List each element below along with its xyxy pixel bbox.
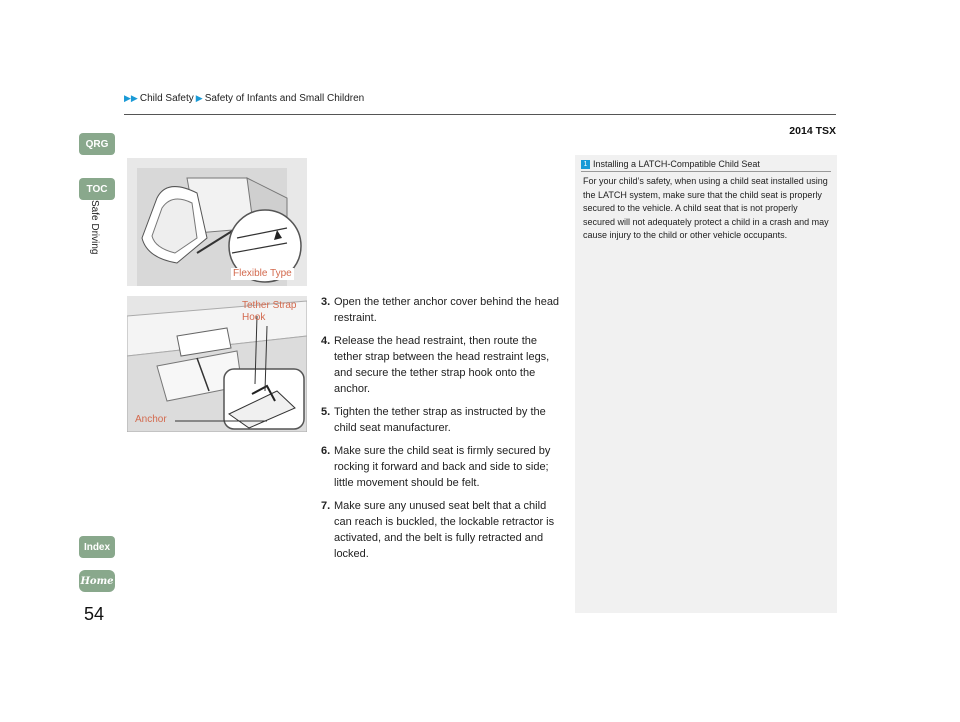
anchor-label: Anchor xyxy=(135,414,167,425)
breadcrumb-item-child-safety[interactable]: Child Safety xyxy=(139,93,194,104)
child-seat-illustration xyxy=(127,158,307,286)
model-label: 2014 TSX xyxy=(789,125,836,137)
home-tab[interactable]: Home xyxy=(79,570,115,592)
child-seat-figure xyxy=(127,158,307,286)
tether-strap-label-line2: Hook xyxy=(242,312,266,323)
step-text: Make sure the child seat is firmly secured by rocking it forward and back and side to side; little movement should be felt. xyxy=(334,445,551,489)
step-text: Tighten the tether strap as instructed by the child seat manufacturer. xyxy=(334,406,546,434)
section-label: Safe Driving xyxy=(89,200,100,255)
side-note-title[interactable] xyxy=(581,159,760,169)
side-note xyxy=(575,155,837,613)
side-note-title-text: Installing a LATCH-Compatible Child Seat xyxy=(593,159,760,169)
breadcrumb-item-current: Safety of Infants and Small Children xyxy=(204,93,365,104)
chevron-right-icon: ▶ xyxy=(195,93,203,103)
breadcrumb xyxy=(124,93,364,104)
step-text: Open the tether anchor cover behind the head restraint. xyxy=(334,296,560,324)
side-note-body: For your child’s safety, when using a child seat installed using the LATCH system, make sure that the child seat is properly secured to the vehicle. A child seat that is not properly secured will not adequately protect a child in a crash and may cause injury to the child or other vehicle occupants. xyxy=(583,176,829,240)
index-tab[interactable]: Index xyxy=(79,536,115,558)
installation-steps xyxy=(321,294,561,569)
step-item xyxy=(321,294,561,326)
step-number: 4. xyxy=(321,335,331,347)
flexible-type-label: Flexible Type xyxy=(233,268,292,279)
step-item xyxy=(321,404,561,436)
qrg-tab[interactable]: QRG xyxy=(79,133,115,155)
note-reference-icon: 1 xyxy=(581,160,590,169)
toc-tab[interactable]: TOC xyxy=(79,178,115,200)
step-number: 3. xyxy=(321,296,331,308)
page-number: 54 xyxy=(84,604,105,624)
step-item xyxy=(321,498,561,562)
step-text: Make sure any unused seat belt that a child can reach is buckled, the lockable retractor is activated, and the belt is fully retracted and locked. xyxy=(334,500,555,560)
tether-strap-label-line1: Tether Strap xyxy=(242,300,297,311)
header-divider xyxy=(124,114,836,115)
step-number: 5. xyxy=(321,406,331,418)
side-note-divider xyxy=(581,171,831,172)
step-item xyxy=(321,333,561,397)
step-text: Release the head restraint, then route the tether strap between the head restraint legs, and secure the tether strap hook onto the anchor. xyxy=(334,335,550,395)
tether-anchor-figure xyxy=(127,296,307,432)
chevron-right-icon: ▶▶ xyxy=(124,93,138,103)
tether-strap-hook-label xyxy=(242,300,296,324)
step-number: 6. xyxy=(321,445,331,457)
step-number: 7. xyxy=(321,500,331,512)
step-item xyxy=(321,443,561,491)
